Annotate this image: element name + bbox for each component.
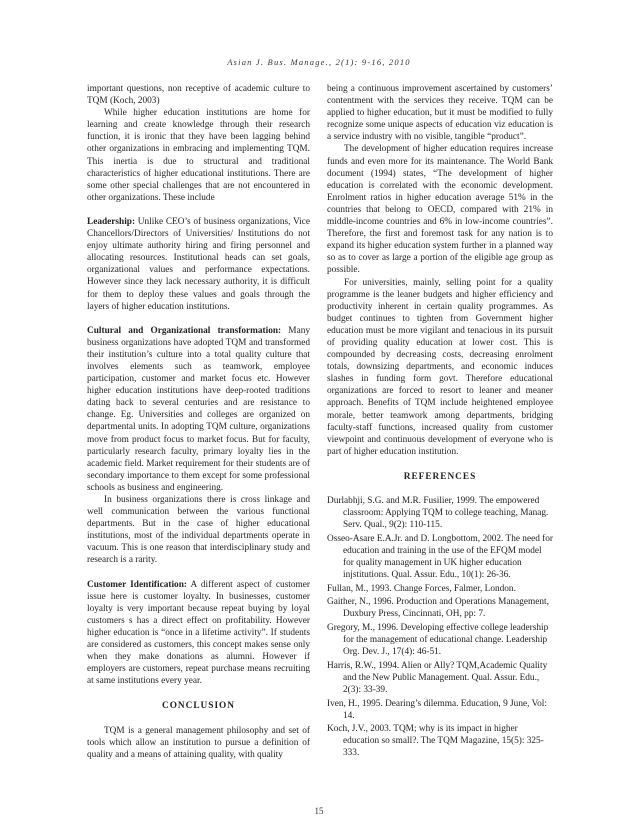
paragraph: important questions, non receptive of academic culture to TQM (Koch, 2003) [87, 84, 310, 107]
right-column [327, 83, 553, 761]
cultural-paragraph [87, 325, 310, 494]
leadership-heading: Leadership: [87, 216, 136, 227]
reference-item: Osseo-Asare E.A.Jr. and D. Longbottom, 2002. The need for education and training in the use of the EFQM model for quality management in UK higher education injstitutions. Qual. Assur. Edu., 10(1): 26-36. [327, 533, 554, 581]
paragraph: In business organizations there is cross linkage and well communication between the various functional departments. But in the case of higher educational institutions, most of the individual departments operate in vacuum. This is one reason that interdisciplinary study and research is a rarity. [87, 495, 310, 566]
left-column [87, 83, 310, 761]
reference-item: Harris, R.W., 1994. Alien or Ally? TQM,Academic Quality and the New Public Management. Qual. Assur. Edu., 2(3): 33-39. [327, 660, 548, 695]
cultural-text: Many business organizations have adopted TQM and transformed their institution’s culture into a total quality culture that involves elements such as teamwork, employee participation, customer and market focus etc. However higher education institutions have deep-rooted traditions dating back to several centuries and are resistance to change. Eg. Universities and colleges are organized on departmental units. In adopting TQM culture, organizations move from product focus to market focus. But for faculty, particularly research faculty, primary loyalty lies in the academic field. Market requirement for their students are of secondary importance to them except for some professional schools as business and engineering. [87, 325, 310, 493]
paragraph: For universities, mainly, selling point for a quality programme is the leaner budgets and higher efficiency and productivity inherent in certain quality programmes. As budget continues to tighten from Government higher education must be more vigilant and tenacious in its pursuit of providing quality education at lower cost. This is compounded by decreasing costs, decreasing enrolment totals, downsizing departments, and economic induces slashes in funding form govt. Therefore educational organizations are forced to resort to leaner and meaner approach. Benefits of TQM include heightened employee morale, better teamwork among departments, bridging faculty-staff functions, increased quality from customer viewpoint and continuous development of everyone who is part of higher education institution. [327, 277, 553, 457]
running-header: Asian J. Bus. Manage., 2(1): 9-16, 2010 [227, 57, 411, 67]
customer-text: A different aspect of customer issue here is customer loyalty. In businesses, customer loyalty is very important because repeat buying by loyal customers s has a direct effect on profitability. However higher education is “once in a lifetime activity”. If students are considered as customers, this concept makes sense only when they make donations as alumni. However if employers are customers, repeat purchase means recruiting at same institutions every year. [87, 579, 310, 687]
reference-item: Durlabhji, S.G. and M.R. Fusilier, 1999. The empowered classroom: Applying TQM to college teaching, Manag. Serv. Qual., 9(2): 110-115. [327, 496, 549, 531]
reference-item: Koch, J.V., 2003. TQM; why is its impact in higher education so small?. The TQM Magazine, 15(5): 325-333. [327, 724, 544, 759]
reference-item: Iven, H., 1995. Dearing’s dilemma. Education, 9 June, Vol: 14. [327, 698, 547, 721]
paragraph: While higher education institutions are home for learning and create knowledge through their research function, it is ironic that they have been lagging behind other organizations in embracing and implementing TQM. This inertia is due to structural and traditional characteristics of higher educational institutions. There are some other special challenges that are not encountered in other organizations. These include [87, 108, 310, 203]
paragraph: The development of higher education requires increase funds and even more for its maintenance. The World Bank document (1994) states, “The development of higher education is correlated with the economic development. Enrolment ratios in higher education average 51% in the countries that belong to OECD, compared with 21% in middle-income countries and 6% in low-income countries”. Therefore, the first and foremost task for any nation is to expand its higher education system further in a planned way so as to cover as large a portion of the eligible age group as possible. [327, 144, 553, 276]
reference-item: Gregory, M., 1996. Developing effective college leadership for the management of educational change. Leadership Org. Dev. J., 17(4): 46-51. [327, 622, 549, 658]
reference-item: Gaither, N., 1996. Production and Operations Management, Duxbury Press, Cincinnati, OH, pp: 7. [327, 597, 549, 620]
leadership-paragraph [87, 216, 310, 313]
references-heading: REFERENCES [403, 471, 477, 482]
customer-paragraph [87, 579, 310, 688]
page-number: 15 [314, 806, 324, 816]
reference-item: Fullan, M., 1993. Change Forces, Falmer, London. [327, 583, 516, 594]
paragraph: being a continuous improvement ascertained by customers’ contentment with the services they receive. TQM can be applied to higher education, but it must be modified to fully recognize some unique aspects of education viz education is a service industry with no visible, tangible “product”. [327, 84, 553, 143]
leadership-text: Unlike CEO’s of business organizations, Vice Chancellors/Directors of Universities/ Institutions do not enjoy ultimate authority hiring and firing personnel and allocating resources. Institutional heads can set goals, organizational values and performance expectations. However since they lack necessary authority, it is difficult for them to deploy these values and goals through the layers of higher education institutions. [87, 216, 310, 312]
conclusion-paragraph: TQM is a general management philosophy and set of tools which allow an institution to pursue a definition of quality and a means of attaining quality, with quality [87, 725, 310, 760]
cultural-heading: Cultural and Organizational transformation: [87, 325, 282, 336]
customer-heading: Customer Identification: [87, 579, 187, 590]
conclusion-heading: CONCLUSION [161, 701, 236, 712]
